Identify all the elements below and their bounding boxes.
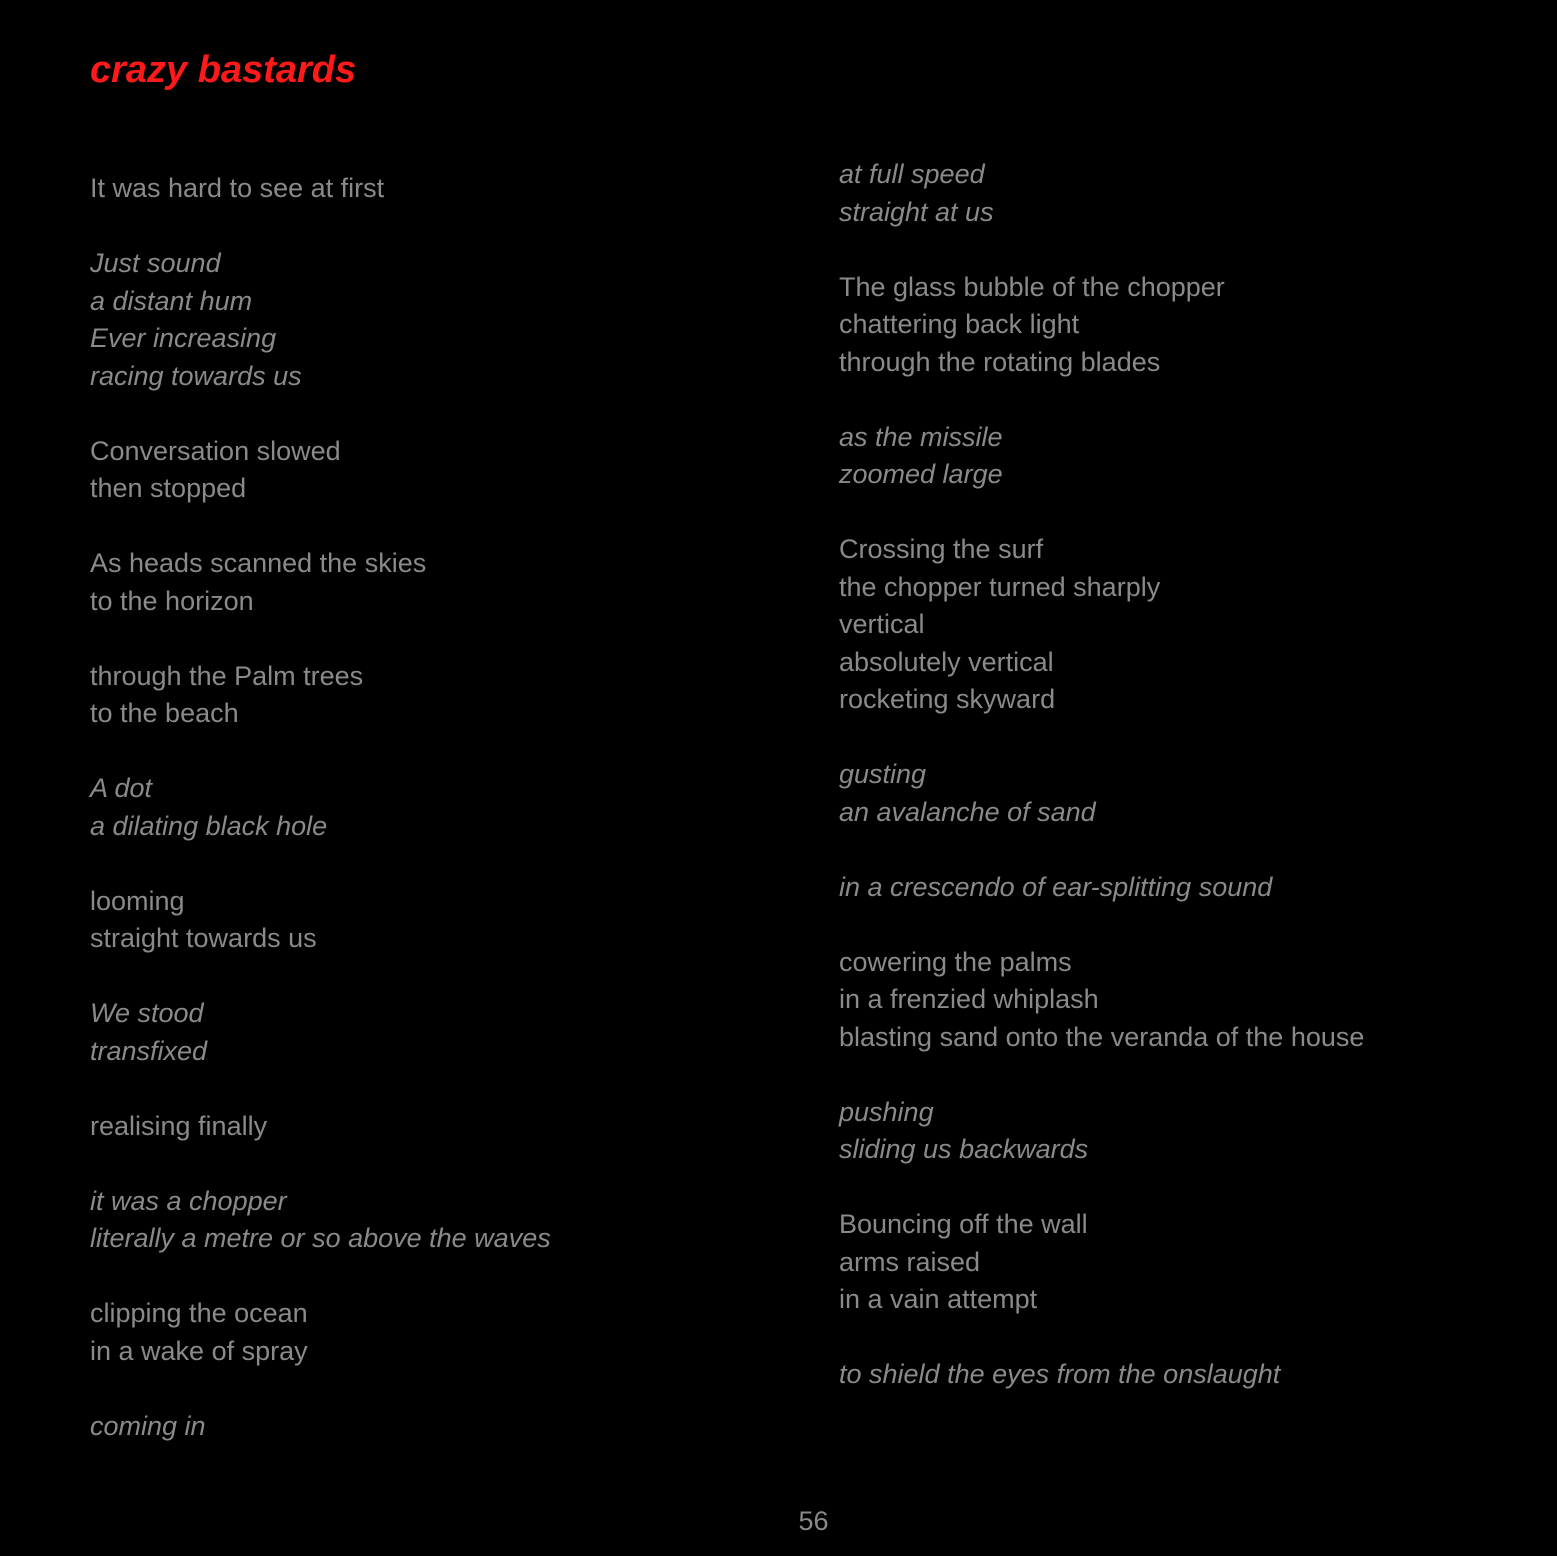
poem-line: the chopper turned sharply (839, 571, 1161, 602)
poem-line: sliding us backwards (839, 1134, 1089, 1164)
poem-line: to shield the eyes from the onslaught (839, 1359, 1281, 1389)
stanza (839, 869, 1529, 907)
poem-line: cowering the palms (839, 946, 1072, 977)
poem-line: literally a metre or so above the waves (90, 1223, 551, 1253)
stanza (839, 944, 1529, 1057)
poem-line: As heads scanned the skies (90, 548, 427, 578)
stanza (90, 170, 770, 208)
stanza (90, 245, 770, 395)
poem-line: transfixed (90, 1035, 208, 1066)
poem-line: Conversation slowed (90, 435, 341, 466)
stanza (839, 419, 1529, 494)
poem-line: in a crescendo of ear-splitting sound (839, 871, 1273, 902)
poem-line: gusting (839, 759, 927, 789)
poem-line: Ever increasing (90, 323, 277, 353)
poem-line: zoomed large (839, 459, 1003, 489)
stanza (90, 1408, 770, 1446)
poem-line: We stood (90, 998, 204, 1028)
stanza (839, 1094, 1529, 1169)
poem-line: A dot (90, 773, 153, 803)
poem-line: Crossing the surf (839, 534, 1044, 564)
poem-line: It was hard to see at first (90, 173, 385, 203)
stanza (839, 1206, 1529, 1319)
poem-line: it was a chopper (90, 1185, 287, 1216)
poem-line: straight at us (839, 196, 994, 227)
stanza (90, 1108, 770, 1146)
stanza (90, 1295, 770, 1370)
poem-line: The glass bubble of the chopper (839, 271, 1225, 302)
poem-line: straight towards us (90, 923, 317, 953)
stanza (839, 156, 1529, 231)
poem-line: an avalanche of sand (839, 796, 1096, 827)
poem-line: chattering back light (839, 309, 1080, 339)
poem-line: in a wake of spray (90, 1335, 308, 1366)
poem-line: racing towards us (90, 360, 302, 391)
poem-line: in a frenzied whiplash (839, 984, 1099, 1014)
poem-line: as the missile (839, 421, 1003, 452)
poem-line: to the horizon (90, 585, 254, 616)
poem-line: in a vain attempt (839, 1284, 1038, 1314)
poem-line: arms raised (839, 1246, 981, 1277)
poem-line: Just sound (90, 248, 221, 278)
poem-line: Bouncing off the wall (839, 1209, 1088, 1239)
page-number: 56 (798, 1506, 829, 1536)
poem-title: crazy bastards (90, 49, 357, 91)
stanza (90, 995, 770, 1070)
stanza (90, 545, 770, 620)
stanza (90, 1183, 770, 1258)
poem-line: to the beach (90, 698, 239, 728)
stanza (90, 883, 770, 958)
left-poem-column (90, 170, 770, 1483)
stanza (90, 658, 770, 733)
stanza (839, 531, 1529, 719)
stanza (839, 269, 1529, 382)
stanza (90, 770, 770, 845)
poem-line: clipping the ocean (90, 1298, 308, 1328)
stanza (90, 433, 770, 508)
poem-line: through the Palm trees (90, 660, 364, 691)
poem-line: a distant hum (90, 285, 253, 316)
poem-line: absolutely vertical (839, 646, 1054, 677)
poem-line: pushing (839, 1096, 934, 1127)
stanza (839, 756, 1529, 831)
right-poem-column (839, 156, 1529, 1431)
poem-line: vertical (839, 609, 925, 639)
stanza (839, 1356, 1529, 1394)
poem-line: coming in (90, 1410, 206, 1441)
poem-line: a dilating black hole (90, 810, 328, 841)
poem-line: rocketing skyward (839, 684, 1056, 714)
poem-line: through the rotating blades (839, 346, 1161, 377)
poem-line: at full speed (839, 159, 985, 189)
poem-line: blasting sand onto the veranda of the house (839, 1021, 1365, 1052)
poem-line: looming (90, 885, 185, 916)
poem-line: then stopped (90, 473, 247, 503)
poem-line: realising finally (90, 1110, 268, 1141)
